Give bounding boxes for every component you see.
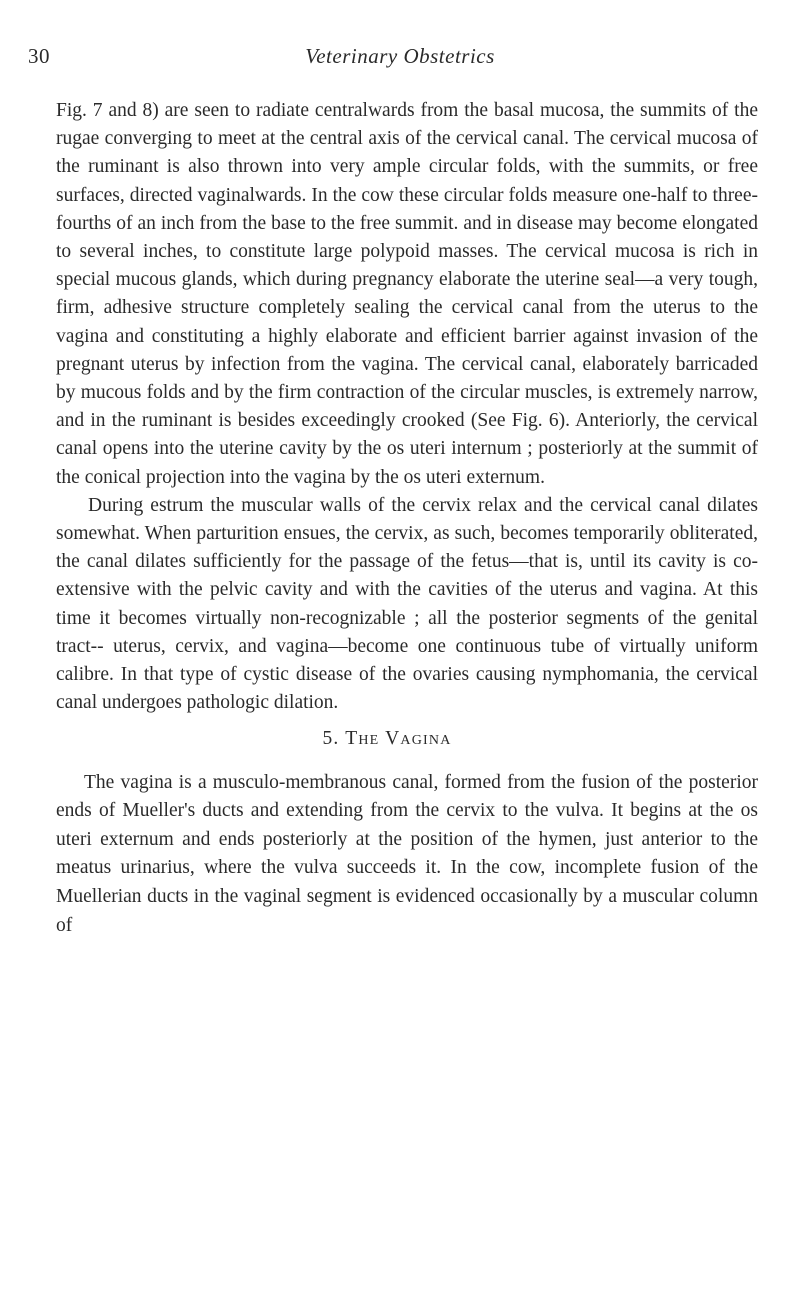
paragraph-cervical-mucosa: Fig. 7 and 8) are seen to radiate centralwards from the basal mucosa, the summits of the rugae converging to meet at the central axis of the cervical canal. The cervical mucosa of the ruminant is also thrown into very ample circular folds, with the summits, or free surfaces, directed vaginalwards. In the cow these circular folds measure one-half to three-fourths of an inch from the base to the free summit. and in disease may become elongated to several inches, to constitute large polypoid masses. The cervical mucosa is rich in special mucous glands, which during pregnancy elaborate the uterine seal—a very tough, firm, adhesive structure completely sealing the cervical canal from the uterus to the vagina and constituting a highly elaborate and efficient barrier against invasion of the pregnant uterus by infection from the vagina. The cervical canal, elaborately barricaded by mucous folds and by the firm contraction of the circular muscles, is extremely narrow, and in the ruminant is besides exceedingly crooked (See Fig. 6). Anteriorly, the cervical canal opens into the uterine cavity by the os uteri internum ; posteriorly at the summit of the conical projection into the vagina by the os uteri externum. (56, 100, 758, 488)
page-header (28, 44, 772, 80)
page-number: 30 (28, 44, 50, 68)
paragraph-estrum-parturition: During estrum the muscular walls of the cervix relax and the cervical canal dilates somewhat. When parturition ensues, the cervix, as such, becomes temporarily obliterated, the canal dilates sufficiently for the passage of the fetus—that is, until its cavity is co-extensive with the pelvic cavity and with the cavities of the uterus and vagina. At this time it becomes virtually non-recognizable ; all the posterior segments of the genital tract-- uterus, cervix, and vagina—become one continuous tube of virtually uniform calibre. In that type of cystic disease of the ovaries causing nymphomania, the cervical canal undergoes pathologic dilation. (56, 494, 758, 714)
section-heading: 5. The Vagina (322, 728, 452, 750)
running-title: Veterinary Obstetrics (305, 44, 495, 68)
paragraph-vagina: The vagina is a musculo-membranous canal, formed from the fusion of the posterior ends of Mueller's ducts and extending from the cervix to the vulva. It begins at the os uteri externum and ends posteriorly at the position of the hymen, just anterior to the meatus urinarius, where the vulva succeeds it. In the cow, incomplete fusion of the Muellerian ducts in the vaginal segment is evidenced occasionally by a muscular column of (56, 771, 758, 936)
page-body (56, 97, 758, 940)
